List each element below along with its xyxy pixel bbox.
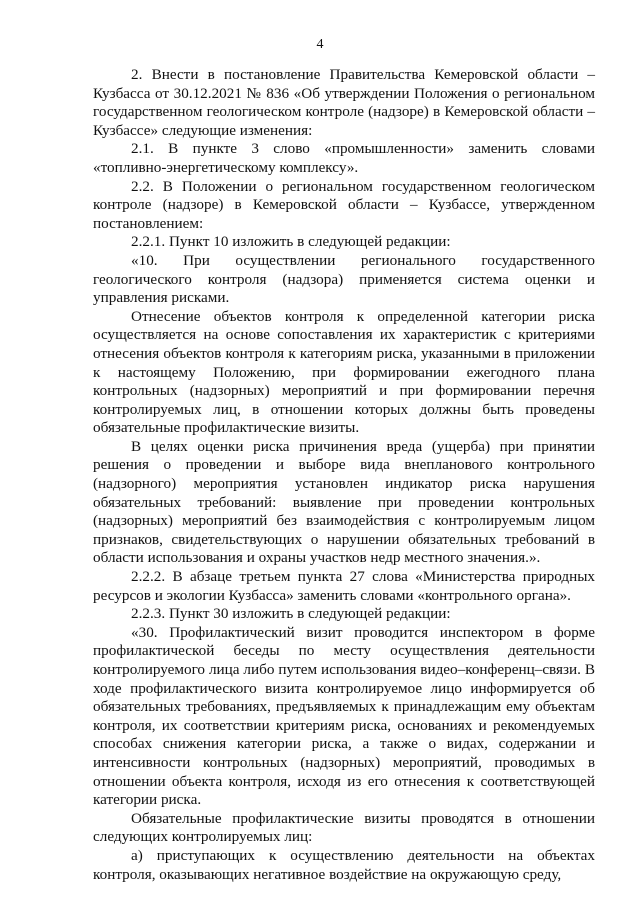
document-body xyxy=(93,66,595,884)
paragraph-point-10: «10. При осуществлении регионального государственного геологического контроля (надзора) применяется система оценки и управления рисками. xyxy=(93,251,595,307)
paragraph-item-2-2-3: 2.2.3. Пункт 30 изложить в следующей редакции: xyxy=(131,605,451,623)
paragraph-risk-categories: Отнесение объектов контроля к определенной категории риска осуществляется на основе сопоставления их характеристик с критериями отнесения объектов контроля к категориям риска, указанными в приложении к настоящему Положению, при формировании ежегодного плана контрольных (надзорных) мероприятий и при формировании перечня контролируемых лиц, в отношении которых должны быть проведены обязательные профилактические визиты. xyxy=(93,307,595,437)
paragraph-subitem-a: а) приступающих к осуществлению деятельности на объектах контроля, оказывающих негативное воздействие на окружающую среду, xyxy=(93,846,595,883)
paragraph-mandatory-visits: Обязательные профилактические визиты проводятся в отношении следующих контролируемых лиц: xyxy=(93,809,595,846)
paragraph-point-30: «30. Профилактический визит проводится инспектором в форме профилактической беседы по месту осуществления деятельности контролируемого лица либо путем использования видео–конференц–связи. В ходе профилактического визита контролируемое лицо информируется об обязательных требованиях, предъявляемых к принадлежащим ему объектам контроля, их соответствии критериям риска, основаниях и рекомендуемых способах снижения категории риска, а также о видах, содержании и интенсивности контрольных (надзорных) мероприятий, проводимых в отношении объекта контроля, исходя из его отнесения к соответствующей категории риска. xyxy=(93,623,595,809)
paragraph-item-2-2-1: 2.2.1. Пункт 10 изложить в следующей редакции: xyxy=(131,233,451,251)
paragraph-item-2-1: 2.1. В пункте 3 слово «промышленности» заменить словами «топливно-энергетическому комплексу». xyxy=(93,140,595,176)
paragraph-item-2-2: 2.2. В Положении о региональном государственном геологическом контроле (надзоре) в Кемеровской области – Кузбассе, утвержденном постановлением: xyxy=(93,177,595,232)
paragraph-item-2-2-2: 2.2.2. В абзаце третьем пункта 27 слова «Министерства природных ресурсов и экологии Кузбасса» заменить словами «контрольного органа». xyxy=(93,568,595,604)
paragraph-risk-indicator: В целях оценки риска причинения вреда (ущерба) при принятии решения о проведении и выборе вида внепланового контрольного (надзорного) мероприятия установлен индикатор риска нарушения обязательных требований: выявление при проведении контрольных (надзорных) мероприятий без взаимодействия с контролируемым лицом признаков, свидетельствующих о нарушении обязательных требований в области использования и охраны участков недр местного значения.». xyxy=(93,437,595,567)
paragraph-item-2: 2. Внести в постановление Правительства Кемеровской области – Кузбасса от 30.12.2021 № 836 «Об утверждении Положения о региональном государственном геологическом контроле (надзоре) в Кемеровской области – Кузбассе» следующие изменения: xyxy=(93,66,595,139)
page-number: 4 xyxy=(316,37,324,52)
